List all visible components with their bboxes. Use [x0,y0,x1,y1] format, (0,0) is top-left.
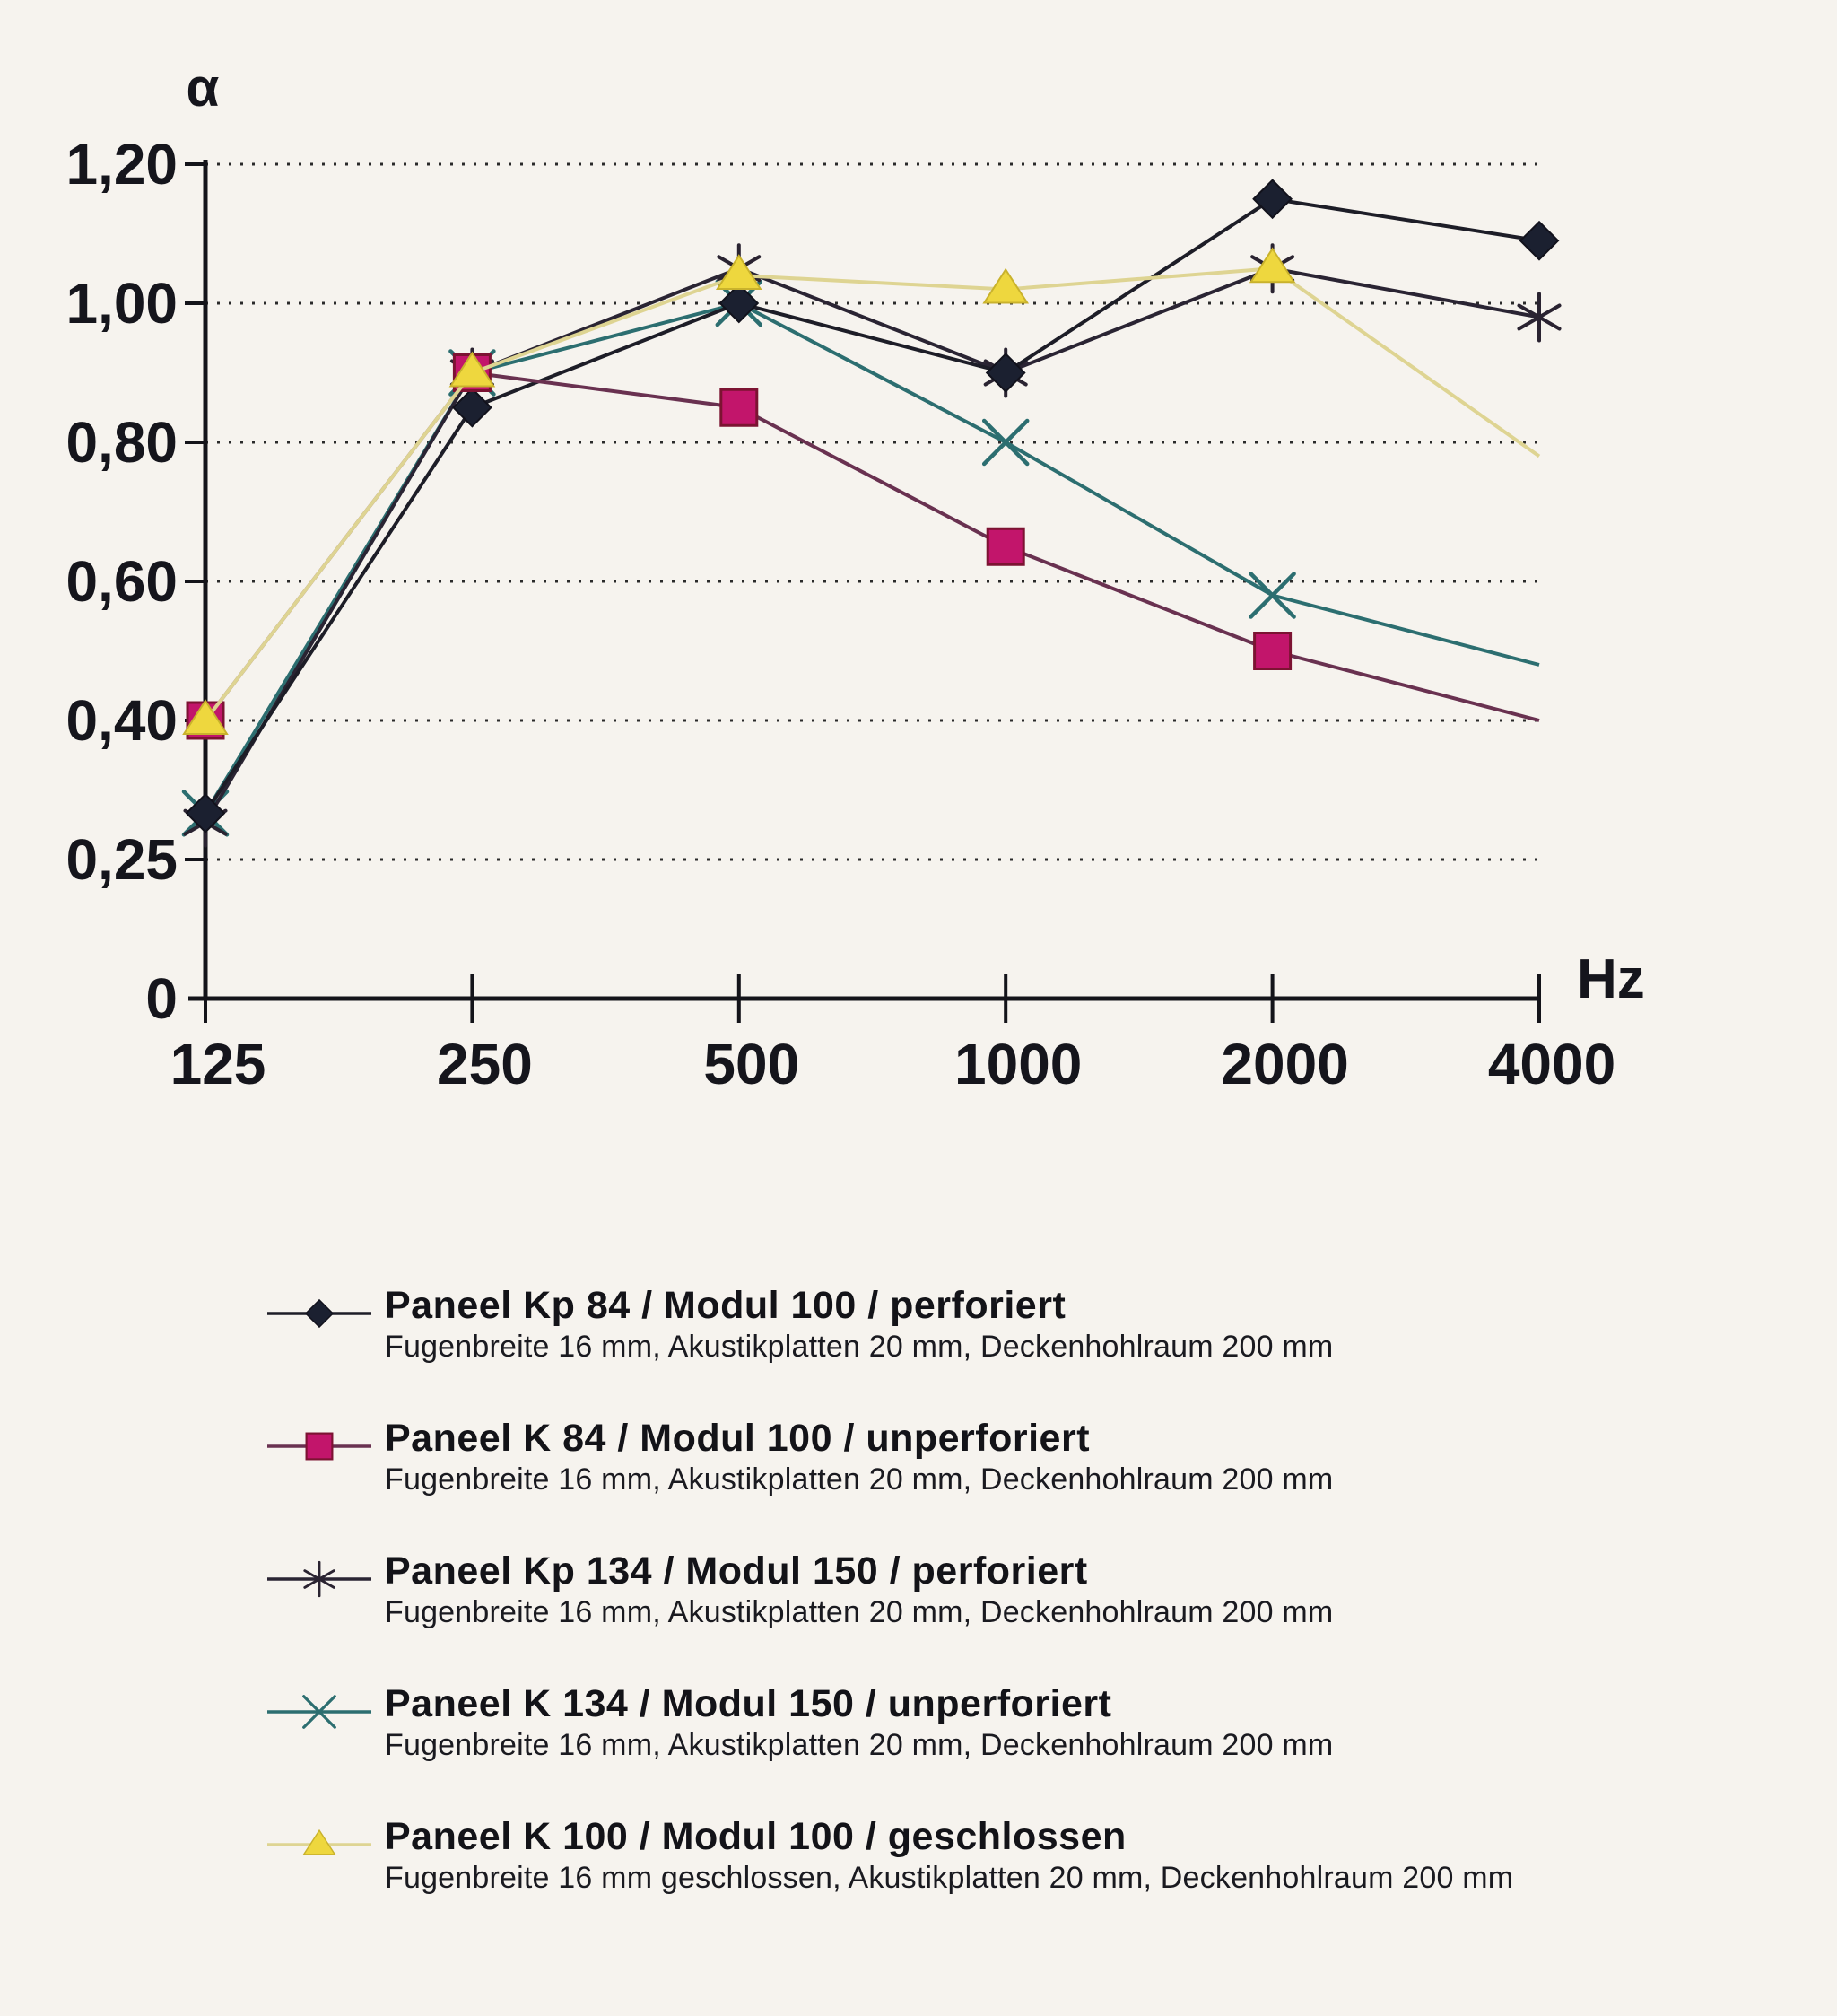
x-tick-label: 1000 [954,1032,1083,1096]
x-tick-label: 500 [703,1032,800,1096]
legend-entry-title: Paneel Kp 134 / Modul 150 / perforiert [385,1549,1088,1593]
triangle-marker-icon [1251,249,1294,282]
legend-entry [266,1814,1611,1940]
legend-entry [266,1283,1611,1409]
legend-entry-subtitle: Fugenbreite 16 mm, Akustikplatten 20 mm, Deckenhohlraum 200 mm [385,1330,1334,1364]
series-3 [185,245,1559,845]
legend-entry-title: Paneel K 100 / Modul 100 / geschlossen [385,1815,1127,1858]
y-tick-label: 0,40 [65,688,178,753]
legend-text [385,1416,1333,1498]
diamond-marker-icon [306,1300,333,1327]
diamond-marker-icon [1520,222,1558,259]
y-tick-label: 1,20 [65,132,178,196]
y-tick-label: 0 [145,966,178,1031]
series-line [205,373,1539,721]
legend-entry-title: Paneel Kp 84 / Modul 100 / perforiert [385,1284,1067,1327]
square-marker-icon [721,389,757,425]
legend-marker [307,1434,333,1460]
triangle-marker-icon [984,270,1027,303]
y-tick-label: 0,60 [65,549,178,614]
legend-x-swatch [266,1687,373,1737]
x-tick-label: 125 [170,1032,266,1096]
x-tick-label: 4000 [1487,1032,1616,1096]
diamond-marker-icon [1254,180,1292,218]
x-axis-title: Hz [1577,948,1645,1010]
y-tick-label: 0,25 [65,827,178,892]
diamond-marker-icon [987,354,1024,392]
legend-square-swatch [266,1421,373,1471]
y-axis-title: α [186,57,220,118]
legend-marker [304,1830,335,1855]
square-marker-icon [988,528,1023,564]
series-line [205,268,1539,822]
legend-entry-title: Paneel K 134 / Modul 150 / unperforiert [385,1682,1112,1725]
x-tick-label: 2000 [1221,1032,1349,1096]
square-marker-icon [307,1434,333,1460]
y-tick-label: 1,00 [65,271,178,336]
series-4 [184,282,1539,834]
legend-text [385,1283,1333,1366]
x-tick-label: 250 [437,1032,533,1096]
series-line [205,303,1539,813]
legend-text [385,1814,1513,1897]
legend-entry-subtitle: Fugenbreite 16 mm, Akustikplatten 20 mm, Deckenhohlraum 200 mm [385,1462,1334,1497]
legend-entry-title: Paneel K 84 / Modul 100 / unperforiert [385,1417,1091,1460]
legend-entry-subtitle: Fugenbreite 16 mm geschlossen, Akustikplatten 20 mm, Deckenhohlraum 200 mm [385,1861,1514,1895]
legend-marker [306,1300,333,1327]
legend-entry-subtitle: Fugenbreite 16 mm, Akustikplatten 20 mm, Deckenhohlraum 200 mm [385,1595,1334,1629]
legend-diamond-swatch [266,1288,373,1339]
legend-text [385,1549,1333,1631]
triangle-marker-icon [304,1830,335,1855]
series-2 [187,355,1539,739]
y-tick-label: 0,80 [65,410,178,475]
legend-triangle-swatch [266,1820,373,1870]
legend-asterisk-swatch [266,1554,373,1604]
legend-text [385,1681,1333,1764]
legend-entry [266,1681,1611,1807]
legend-entry [266,1416,1611,1541]
square-marker-icon [1255,633,1291,669]
legend-entry-subtitle: Fugenbreite 16 mm, Akustikplatten 20 mm, Deckenhohlraum 200 mm [385,1728,1334,1762]
series-5 [184,249,1539,734]
legend-entry [266,1549,1611,1674]
